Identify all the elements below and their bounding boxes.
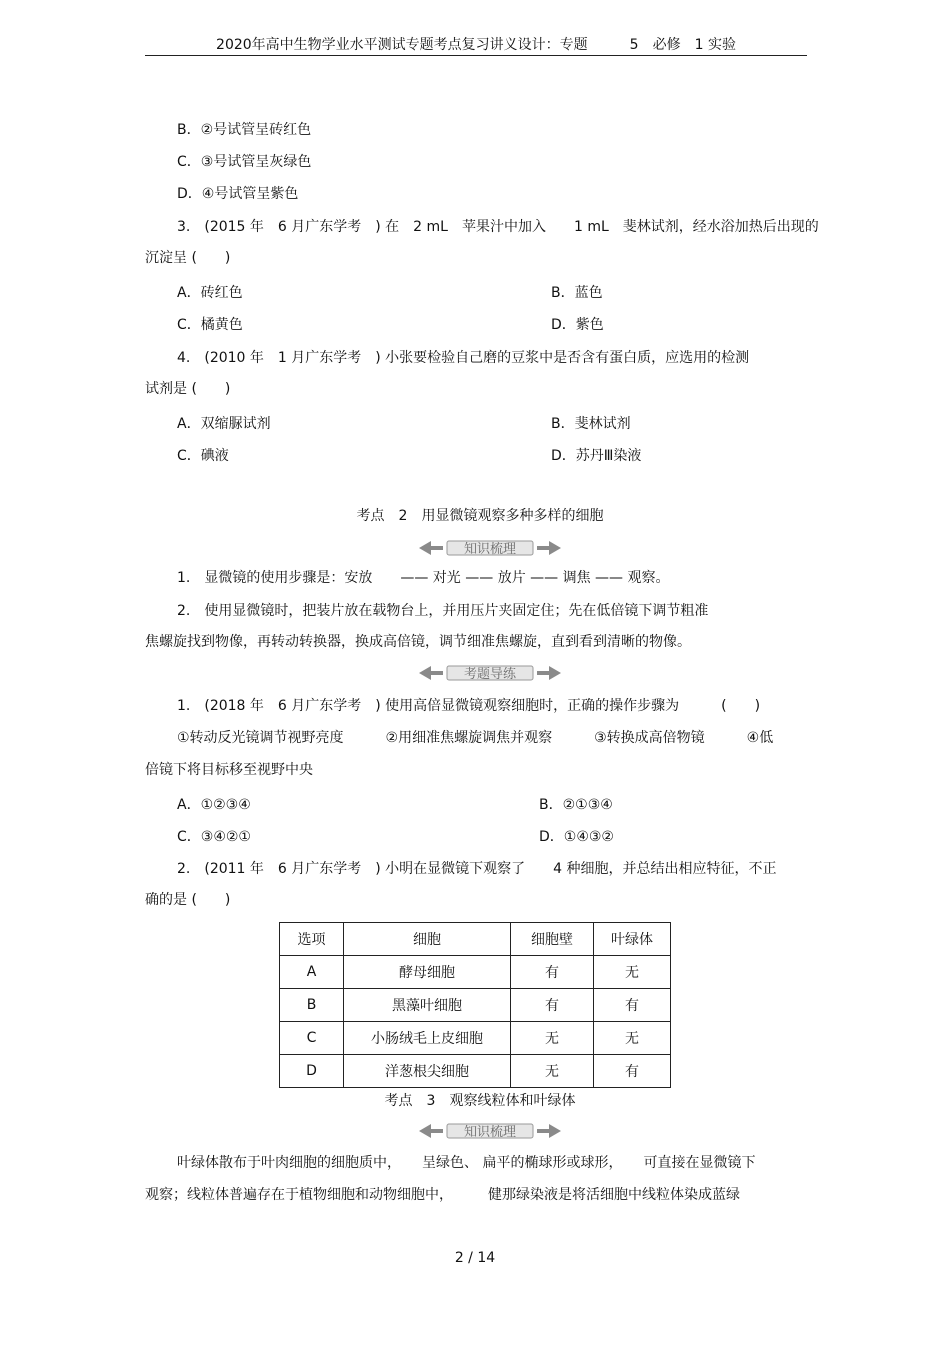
q2-option-c: C．③号试管呈灰绿色 [177,154,312,170]
table-cell: 有 [511,956,594,989]
q3-stem-line2: 沉淀呈 ( ) [145,250,231,266]
table-cell: A [280,956,344,989]
q4-option-a: A．双缩脲试剂 [177,416,271,432]
table-cell: 黑藻叶细胞 [344,989,511,1022]
table-row [280,1022,671,1055]
kp2-practice-1-line1: 1. (2018 年 6 月广东学考 ) 使用高倍显微镜观察细胞时，正确的操作步骤为 ( ) [177,698,761,714]
table-cell: 洋葱根尖细胞 [344,1055,511,1088]
table-header-cell: 细胞壁 [511,923,594,956]
page-number: 2 / 14 [454,1250,496,1266]
banner-label: 考题导练 [463,667,517,682]
table-cell: 无 [511,1022,594,1055]
table-cell: C [280,1022,344,1055]
kp2-practice-1-option-b: B．②①③④ [539,797,613,813]
kp3-knowledge-line1: 叶绿体散布于叶肉细胞的细胞质中， 呈绿色、 扁平的椭球形或球形， 可直接在显微镜下 [177,1155,756,1171]
table-cell: D [280,1055,344,1088]
table-row [280,1055,671,1088]
banner-practice-kp2 [415,663,565,683]
banner-label: 知识梳理 [463,1125,517,1140]
kp3-knowledge-line2: 观察；线粒体普遍存在于植物细胞和动物细胞中， 健那绿染液是将活细胞中线粒体染成蓝绿 [145,1187,740,1203]
banner-knowledge-kp3 [415,1121,565,1141]
q3-option-a: A．砖红色 [177,285,243,301]
header-rule [145,55,807,56]
kp2-knowledge-1: 1. 显微镜的使用步骤是：安放 —— 对光 —— 放片 —— 调焦 —— 观察。 [177,570,670,586]
banner-left-arrow-icon [419,541,443,555]
q3-option-b: B．蓝色 [551,285,603,301]
kp2-knowledge-2-line1: 2. 使用显微镜时，把装片放在载物台上，并用压片夹固定住；先在低倍镜下调节粗准 [177,603,709,619]
banner-knowledge-kp2 [415,538,565,558]
kp2-practice-1-line2: ①转动反光镜调节视野亮度 ②用细准焦螺旋调焦并观察 ③转换成高倍物镜 ④低 [177,730,774,746]
q4-stem-line2: 试剂是 ( ) [145,381,231,397]
section-title-kp2: 考点 2 用显微镜观察多种多样的细胞 [356,508,604,524]
running-header: 2020年高中生物学业水平测试专题考点复习讲义设计：专题 5 必修 1 实验 [216,37,736,53]
kp2-practice-1-option-d: D．①④③② [539,829,614,845]
kp2-practice-2-line2: 确的是 ( ) [145,892,231,908]
table-header-row [280,923,671,956]
kp2-practice-2-line1: 2. (2011 年 6 月广东学考 ) 小明在显微镜下观察了 4 种细胞，并总结出相应特征，不正 [177,861,777,877]
banner-left-arrow-icon [419,1124,443,1138]
banner-left-arrow-icon [419,666,443,680]
table-cell: 小肠绒毛上皮细胞 [344,1022,511,1055]
kp2-practice-1-option-c: C．③④②① [177,829,251,845]
kp2-practice-1-line3: 倍镜下将目标移至视野中央 [145,762,313,778]
kp2-knowledge-2-line2: 焦螺旋找到物像，再转动转换器，换成高倍镜，调节细准焦螺旋，直到看到清晰的物像。 [145,634,691,650]
banner-right-arrow-icon [537,541,561,555]
table-row [280,956,671,989]
table-cell: 酵母细胞 [344,956,511,989]
table-header-cell: 叶绿体 [594,923,671,956]
section-title-kp3: 考点 3 观察线粒体和叶绿体 [384,1093,576,1109]
q3-option-d: D．紫色 [551,317,604,333]
table-cell: 无 [594,1022,671,1055]
q3-stem-line1: 3. (2015 年 6 月广东学考 ) 在 2 mL 苹果汁中加入 1 mL 斐林试剂，经水浴加热后出现的 [177,219,819,235]
banner-label: 知识梳理 [463,542,517,557]
q2-option-d: D．④号试管呈紫色 [177,186,299,202]
table-cell: 无 [511,1055,594,1088]
q4-stem-line1: 4. (2010 年 1 月广东学考 ) 小张要检验自己磨的豆浆中是否含有蛋白质，应选用的检测 [177,350,750,366]
table-header-cell: 细胞 [344,923,511,956]
table-cell: B [280,989,344,1022]
q2-option-b: B．②号试管呈砖红色 [177,122,312,138]
table-cell: 无 [594,956,671,989]
q4-option-c: C．碘液 [177,448,229,464]
banner-right-arrow-icon [537,1124,561,1138]
q4-option-d: D．苏丹Ⅲ染液 [551,448,642,464]
table-cell: 有 [511,989,594,1022]
banner-right-arrow-icon [537,666,561,680]
table-cell: 有 [594,989,671,1022]
kp2-practice-1-option-a: A．①②③④ [177,797,251,813]
cell-feature-table [279,922,671,1088]
q4-option-b: B．斐林试剂 [551,416,631,432]
table-cell: 有 [594,1055,671,1088]
table-row [280,989,671,1022]
q3-option-c: C．橘黄色 [177,317,243,333]
table-header-cell: 选项 [280,923,344,956]
